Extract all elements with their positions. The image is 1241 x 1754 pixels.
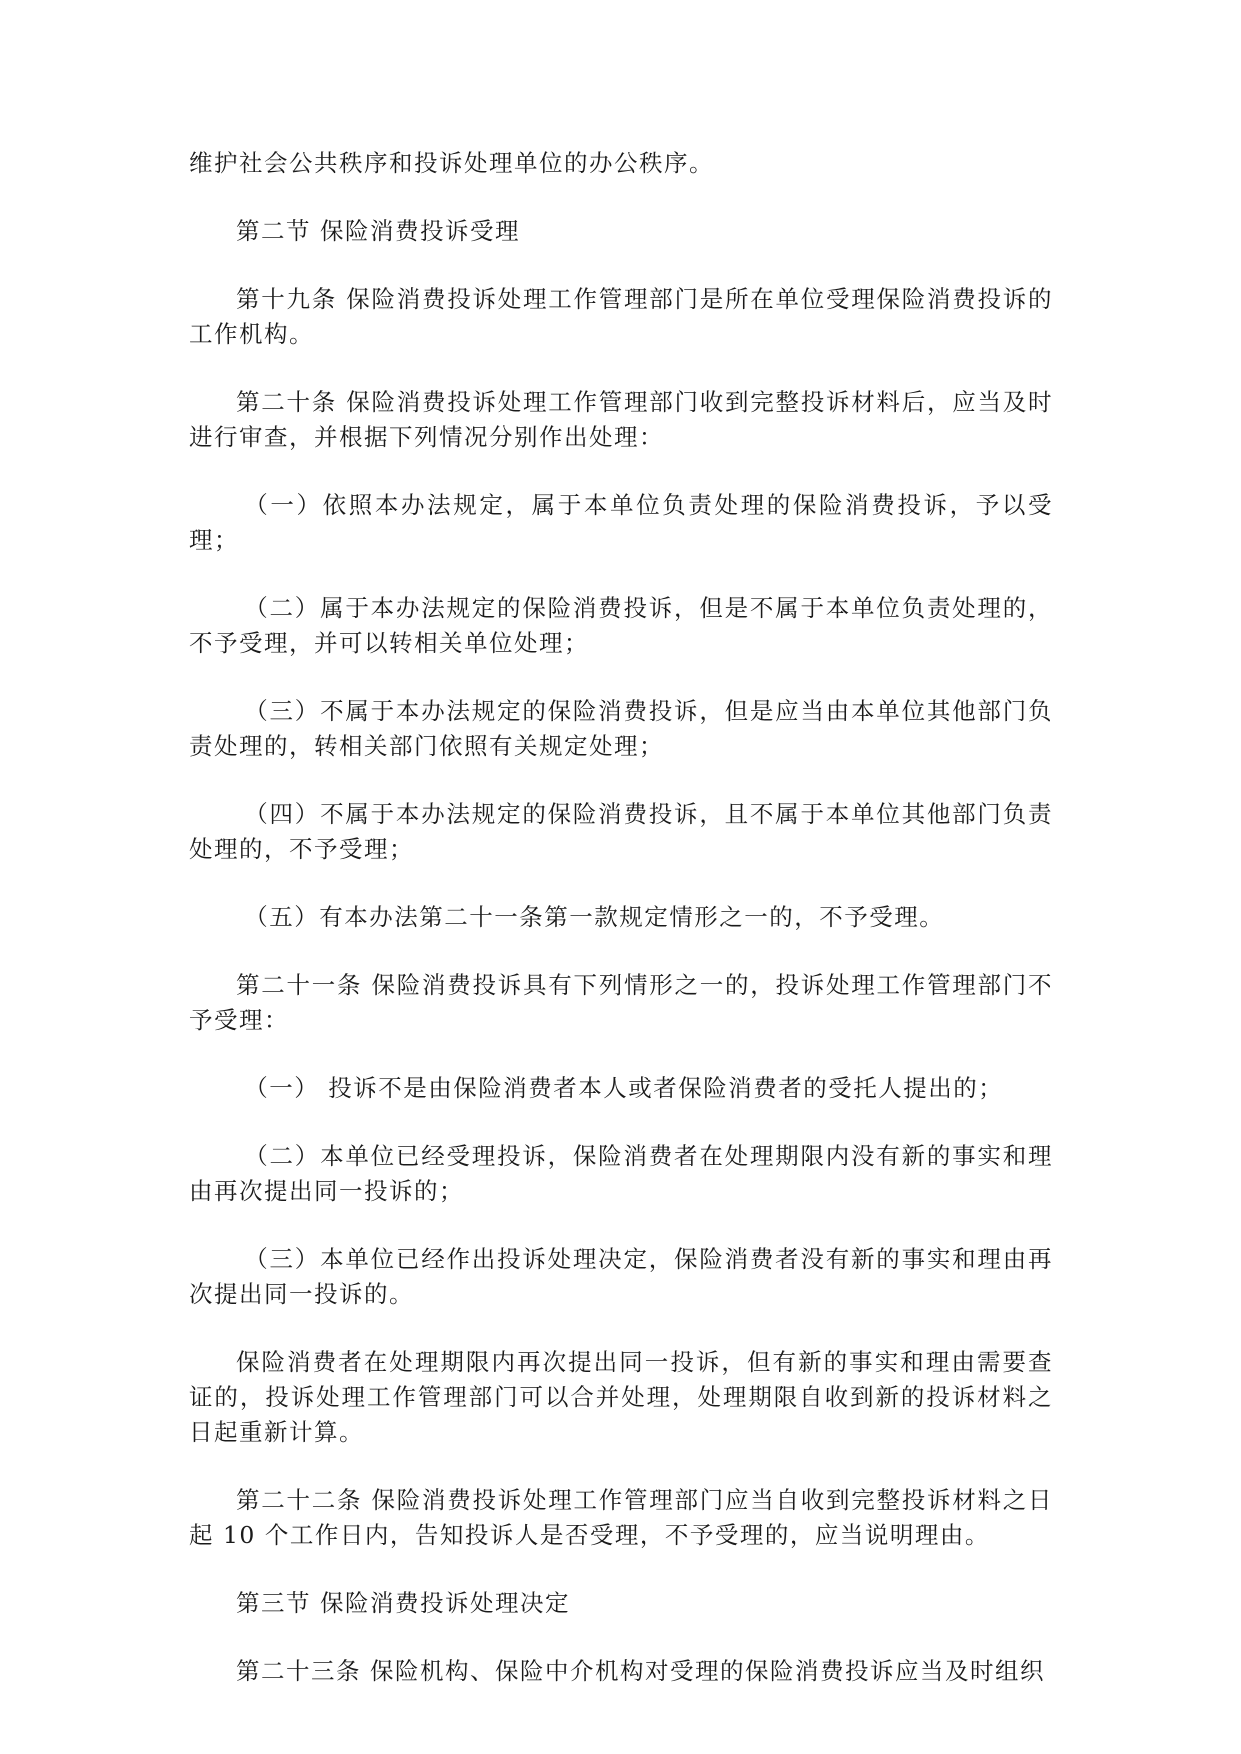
article-21-item-3: （三）本单位已经作出投诉处理决定，保险消费者没有新的事实和理由再次提出同一投诉的。 bbox=[189, 1245, 1053, 1308]
article-21-item-1: （一） 投诉不是由保险消费者本人或者保险消费者的受托人提出的； bbox=[244, 1074, 1004, 1102]
section-heading-2: 第二节 保险消费投诉受理 bbox=[236, 217, 520, 245]
article-20-item-5: （五）有本办法第二十一条第一款规定情形之一的，不予受理。 bbox=[244, 903, 945, 931]
article-20-item-4: （四）不属于本办法规定的保险消费投诉，且不属于本单位其他部门负责处理的，不予受理； bbox=[189, 800, 1053, 863]
article-22: 第二十二条 保险消费投诉处理工作管理部门应当自收到完整投诉材料之日起 10 个工作日内，告知投诉人是否受理，不予受理的，应当说明理由。 bbox=[189, 1486, 1053, 1549]
article-20-item-3: （三）不属于本办法规定的保险消费投诉，但是应当由本单位其他部门负责处理的，转相关部门依照有关规定处理； bbox=[189, 697, 1053, 760]
article-20-item-2: （二）属于本办法规定的保险消费投诉，但是不属于本单位负责处理的，不予受理，并可以转相关单位处理； bbox=[189, 594, 1053, 657]
article-23: 第二十三条 保险机构、保险中介机构对受理的保险消费投诉应当及时组织 bbox=[236, 1657, 1045, 1685]
article-21-item-2: （二）本单位已经受理投诉，保险消费者在处理期限内没有新的事实和理由再次提出同一投诉的； bbox=[189, 1142, 1053, 1205]
article-20: 第二十条 保险消费投诉处理工作管理部门收到完整投诉材料后，应当及时进行审查，并根据下列情况分别作出处理： bbox=[189, 388, 1053, 451]
article-20-item-1: （一）依照本办法规定，属于本单位负责处理的保险消费投诉，予以受理； bbox=[189, 491, 1053, 554]
paragraph-1: 维护社会公共秩序和投诉处理单位的办公秩序。 bbox=[189, 149, 714, 177]
section-heading-3: 第三节 保险消费投诉处理决定 bbox=[236, 1589, 570, 1617]
article-21-paragraph-2: 保险消费者在处理期限内再次提出同一投诉，但有新的事实和理由需要查证的，投诉处理工作管理部门可以合并处理，处理期限自收到新的投诉材料之日起重新计算。 bbox=[189, 1348, 1053, 1446]
document-page bbox=[189, 146, 1053, 1722]
article-19: 第十九条 保险消费投诉处理工作管理部门是所在单位受理保险消费投诉的工作机构。 bbox=[189, 285, 1053, 348]
article-21: 第二十一条 保险消费投诉具有下列情形之一的，投诉处理工作管理部门不予受理： bbox=[189, 971, 1053, 1034]
